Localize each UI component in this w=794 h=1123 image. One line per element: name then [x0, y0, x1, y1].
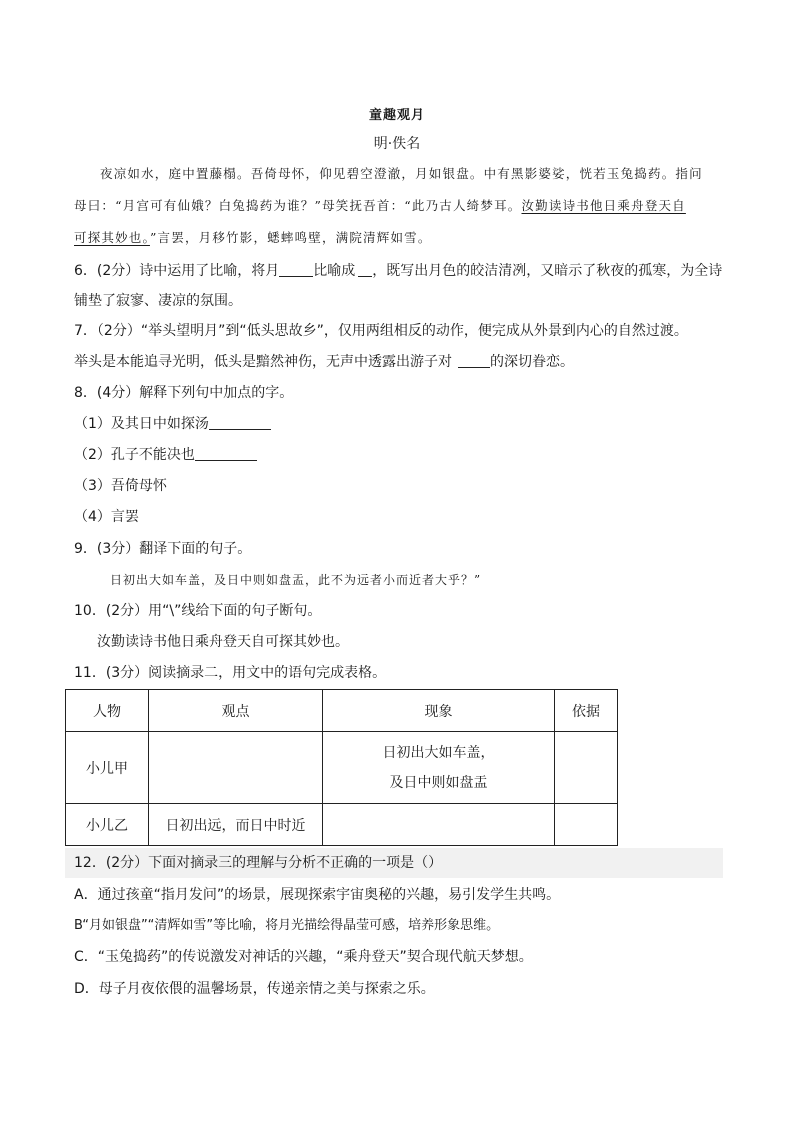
- cell-phenomenon-1: [323, 732, 555, 804]
- cell-person-1: 小儿甲: [66, 732, 149, 804]
- passage-line-2-plain: 母曰：“月宫可有仙娥？白兔捣药为谁？”母笑抚吾首：“此乃古人绮梦耳。: [74, 198, 522, 213]
- question-6: [74, 256, 734, 286]
- passage-author: 明·佚名: [373, 136, 421, 152]
- passage-line-2: [74, 190, 724, 222]
- q7-text-1: 举头是本能追寻光明，低头是黯然神伤，无声中透露出游子对: [74, 354, 452, 370]
- cell-basis-2[interactable]: [555, 804, 618, 846]
- header-view: 观点: [149, 690, 323, 732]
- q8-blank-2[interactable]: [195, 446, 257, 461]
- q11-table: [65, 689, 618, 846]
- q10-sentence: 汝勤读诗书他日乘舟登天自可探其妙也。: [97, 634, 349, 650]
- question-12: 12．(2分）下面对摘录三的理解与分析不正确的一项是（）: [74, 855, 443, 871]
- table-row: [66, 804, 618, 846]
- passage-text: [74, 158, 724, 254]
- question-9: 9．(3分）翻译下面的句子。: [74, 541, 252, 557]
- cell-view-2: 日初出远，而日中时近: [149, 804, 323, 846]
- q7-blank[interactable]: [458, 353, 490, 368]
- passage-line-3: [74, 222, 724, 254]
- q7-text-2: 的深切眷恋。: [490, 354, 574, 370]
- q6-line-2: 铺垫了寂寥、凄凉的氛围。: [74, 293, 242, 309]
- q12-option-d[interactable]: D．母子月夜依偎的温馨场景，传递亲情之美与探索之乐。: [74, 981, 435, 997]
- q8-item-2: [74, 440, 734, 470]
- question-8: 8．(4分）解释下列句中加点的字。: [74, 385, 294, 401]
- q8-item-1-text: （1）及其日中如探汤: [74, 416, 209, 432]
- table-row: [66, 732, 618, 804]
- passage-line-3-plain: ”言罢，月移竹影，蟋蟀鸣壁，满院清辉如雪。: [149, 230, 432, 245]
- header-person: 人物: [66, 690, 149, 732]
- q8-item-1: [74, 409, 734, 439]
- q6-blank-2[interactable]: [358, 262, 372, 277]
- passage-underlined-sentence-end: 可探其妙也。: [74, 230, 150, 245]
- passage-title: 童趣观月: [368, 108, 425, 123]
- q8-item-3: （3）吾倚母怀: [74, 478, 167, 494]
- cell-phenomenon-2[interactable]: [323, 804, 555, 846]
- q9-quote: 日初出大如车盖，及日中则如盘盂，此不为远者小而近者大乎？”: [110, 573, 482, 587]
- question-10: 10．(2分）用“\”线给下面的句子断句。: [74, 603, 322, 619]
- question-7: 7．（2分）“举头望明月”到“低头思故乡”，仅用两组相反的动作，便完成从外景到内心的自然过渡。: [74, 323, 688, 339]
- q6-text-1: 6．(2分）诗中运用了比喻，将月: [74, 263, 280, 279]
- q6-text-2: 比喻成: [313, 263, 356, 279]
- q6-blank-1[interactable]: [279, 262, 313, 277]
- q8-blank-1[interactable]: [209, 415, 271, 430]
- table-header-row: [66, 690, 618, 732]
- q6-text-3: ，既写出月色的皎洁清冽，又暗示了秋夜的孤寒，为全诗: [372, 263, 723, 279]
- passage-line-1: 夜凉如水，庭中置藤榻。吾倚母怀，仰见碧空澄澈，月如银盘。中有黑影婆娑，恍若玉兔捣药。指问: [100, 166, 703, 181]
- cell-person-2: 小儿乙: [66, 804, 149, 846]
- q12-option-a[interactable]: A．通过孩童“指月发问”的场景，展现探索宇宙奥秘的兴趣，易引发学生共鸣。: [74, 887, 561, 903]
- cell-view-1[interactable]: [149, 732, 323, 804]
- passage-underlined-sentence: 汝勤读诗书他日乘舟登天自: [521, 198, 686, 213]
- q7-line-2: [74, 347, 734, 377]
- phenomenon-1-line-2: 及日中则如盘盂: [389, 774, 488, 791]
- header-phenomenon: 现象: [323, 690, 555, 732]
- q8-item-4: （4）言罢: [74, 509, 139, 525]
- q8-item-2-text: （2）孔子不能决也: [74, 447, 195, 463]
- q12-option-c[interactable]: C．“玉兔捣药”的传说激发对神话的兴趣，“乘舟登天”契合现代航天梦想。: [74, 949, 533, 965]
- q12-option-b[interactable]: B“月如银盘”“清辉如雪”等比喻，将月光描绘得晶莹可感，培养形象思维。: [74, 918, 500, 933]
- header-basis: 依据: [555, 690, 618, 732]
- question-11: 11．(3分）阅读摘录二，用文中的语句完成表格。: [74, 665, 387, 681]
- cell-basis-1[interactable]: [555, 732, 618, 804]
- phenomenon-1-line-1: 日初出大如车盖，: [382, 744, 495, 761]
